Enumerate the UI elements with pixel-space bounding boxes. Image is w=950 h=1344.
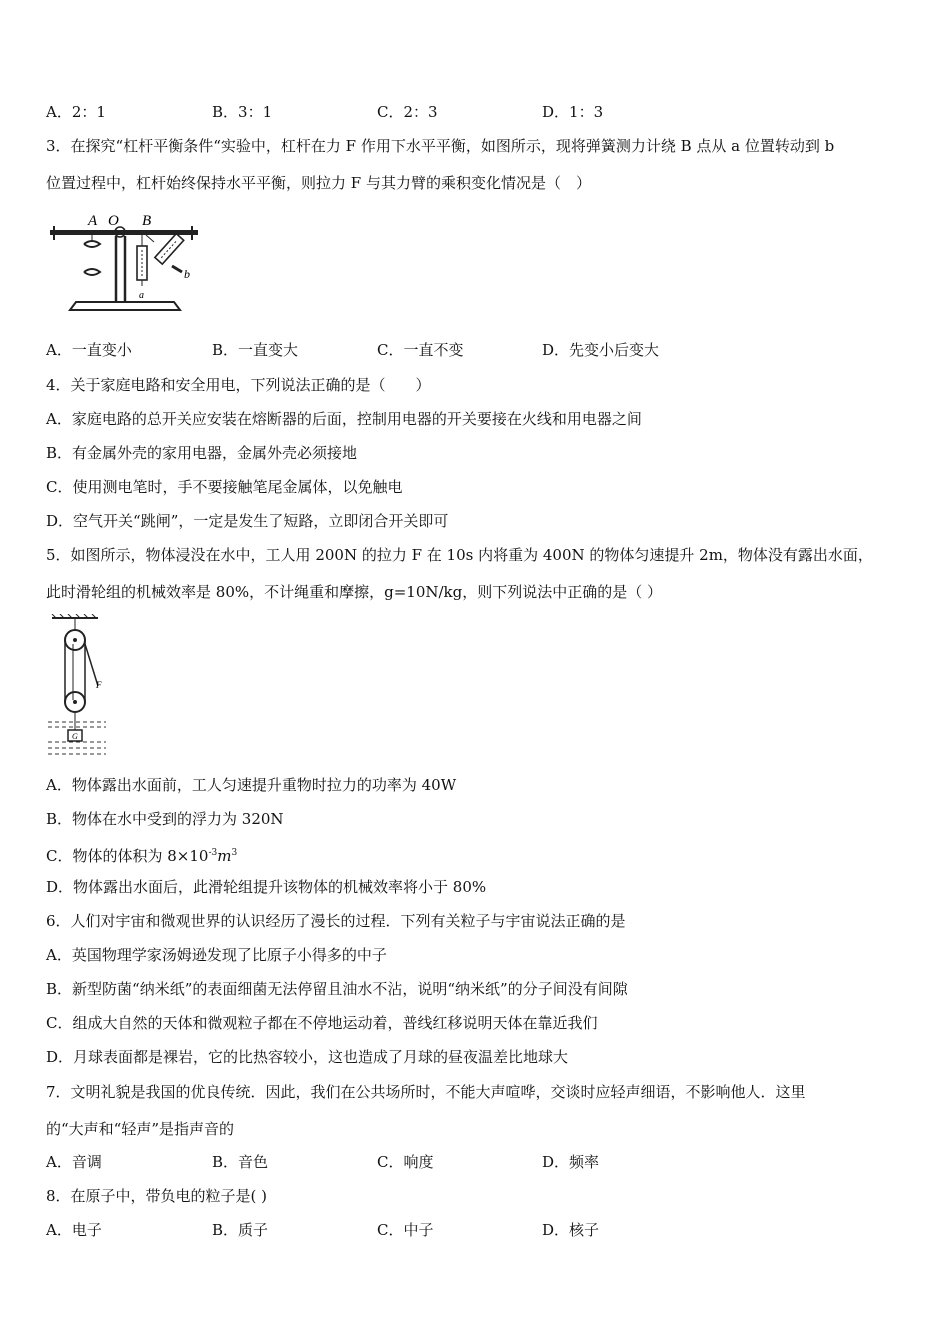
q3-stem-line2: 位置过程中，杠杆始终保持水平平衡，则拉力 F 与其力臂的乘积变化情况是（ ） [46, 174, 591, 192]
label-b-point: B [142, 213, 152, 229]
q8-option-b: B．质子 [212, 1221, 269, 1239]
q2-option-d: D．1：3 [542, 103, 604, 121]
q4-option-d: D．空气开关“跳闸”，一定是发生了短路，立即闭合开关即可 [46, 512, 449, 530]
label-g: G [72, 732, 78, 741]
q8-option-a: A．电子 [46, 1221, 102, 1239]
label-a-position: a [139, 290, 144, 301]
q3-option-d: D．先变小后变大 [542, 341, 660, 359]
q5-option-d: D．物体露出水面后，此滑轮组提升该物体的机械效率将小于 80% [46, 878, 487, 896]
q8-option-d: D．核子 [542, 1221, 600, 1239]
q5-option-c [46, 843, 237, 866]
q7-stem-line1: 7．文明礼貌是我国的优良传统．因此，我们在公共场所时，不能大声喧哗，交谈时应轻声细语，不影响他人．这里 [46, 1083, 806, 1101]
q7-option-c: C．响度 [377, 1153, 434, 1171]
q2-option-c: C．2：3 [377, 103, 438, 121]
q3-option-a: A．一直变小 [46, 341, 132, 359]
q5-option-c-unit: m [217, 847, 232, 865]
q7-option-b: B．音色 [212, 1153, 269, 1171]
q5-option-c-exponent: -3 [208, 848, 218, 858]
label-f: F [96, 680, 102, 690]
lever-figure [46, 206, 206, 318]
q7-stem-line2: 的“大声和“轻声”是指声音的 [46, 1120, 235, 1138]
label-b-position: b [184, 267, 190, 281]
q4-stem: 4．关于家庭电路和安全用电，下列说法正确的是（ ） [46, 376, 431, 394]
q5-stem-line1: 5．如图所示，物体浸没在水中，工人用 200N 的拉力 F 在 10s 内将重为 400N 的物体匀速提升 2m，物体没有露出水面， [46, 546, 873, 564]
q4-option-c: C．使用测电笔时，手不要接触笔尾金属体，以免触电 [46, 478, 403, 496]
label-o-point: O [108, 213, 119, 229]
q6-option-a: A．英国物理学家汤姆逊发现了比原子小得多的中子 [46, 946, 387, 964]
q5-option-c-unit-exponent: 3 [231, 848, 238, 858]
q6-option-b: B．新型防菌“纳米纸”的表面细菌无法停留且油水不沾，说明“纳米纸”的分子间没有间隙 [46, 980, 628, 998]
q6-option-c: C．组成大自然的天体和微观粒子都在不停地运动着，普线红移说明天体在靠近我们 [46, 1014, 598, 1032]
q6-stem: 6．人们对宇宙和微观世界的认识经历了漫长的过程．下列有关粒子与宇宙说法正确的是 [46, 912, 626, 930]
q6-option-d: D．月球表面都是裸岩，它的比热容较小，这也造成了月球的昼夜温差比地球大 [46, 1048, 569, 1066]
q3-stem-line1: 3．在探究“杠杆平衡条件“实验中，杠杆在力 F 作用下水平平衡，如图所示，现将弹簧测力计绕 B 点从 a 位置转动到 b [46, 137, 835, 155]
q7-option-d: D．频率 [542, 1153, 600, 1171]
q8-stem: 8．在原子中，带负电的粒子是( ) [46, 1187, 268, 1205]
q5-option-b: B．物体在水中受到的浮力为 320N [46, 810, 284, 828]
q5-option-a: A．物体露出水面前，工人匀速提升重物时拉力的功率为 40W [46, 776, 457, 794]
q4-option-b: B．有金属外壳的家用电器，金属外壳必须接地 [46, 444, 358, 462]
q5-option-c-text: C．物体的体积为 8×10 [46, 847, 209, 865]
q2-option-a: A．2：1 [46, 103, 106, 121]
q7-option-a: A．音调 [46, 1153, 102, 1171]
q3-option-b: B．一直变大 [212, 341, 299, 359]
q2-option-b: B．3：1 [212, 103, 273, 121]
q3-option-c: C．一直不变 [377, 341, 464, 359]
q4-option-a: A．家庭电路的总开关应安装在熔断器的后面，控制用电器的开关要接在火线和用电器之间 [46, 410, 642, 428]
pulley-figure [46, 614, 116, 762]
label-a-point: A [88, 213, 98, 229]
q8-option-c: C．中子 [377, 1221, 434, 1239]
q5-stem-line2: 此时滑轮组的机械效率是 80%，不计绳重和摩擦，g=10N/kg，则下列说法中正确的是（ ） [46, 583, 663, 601]
